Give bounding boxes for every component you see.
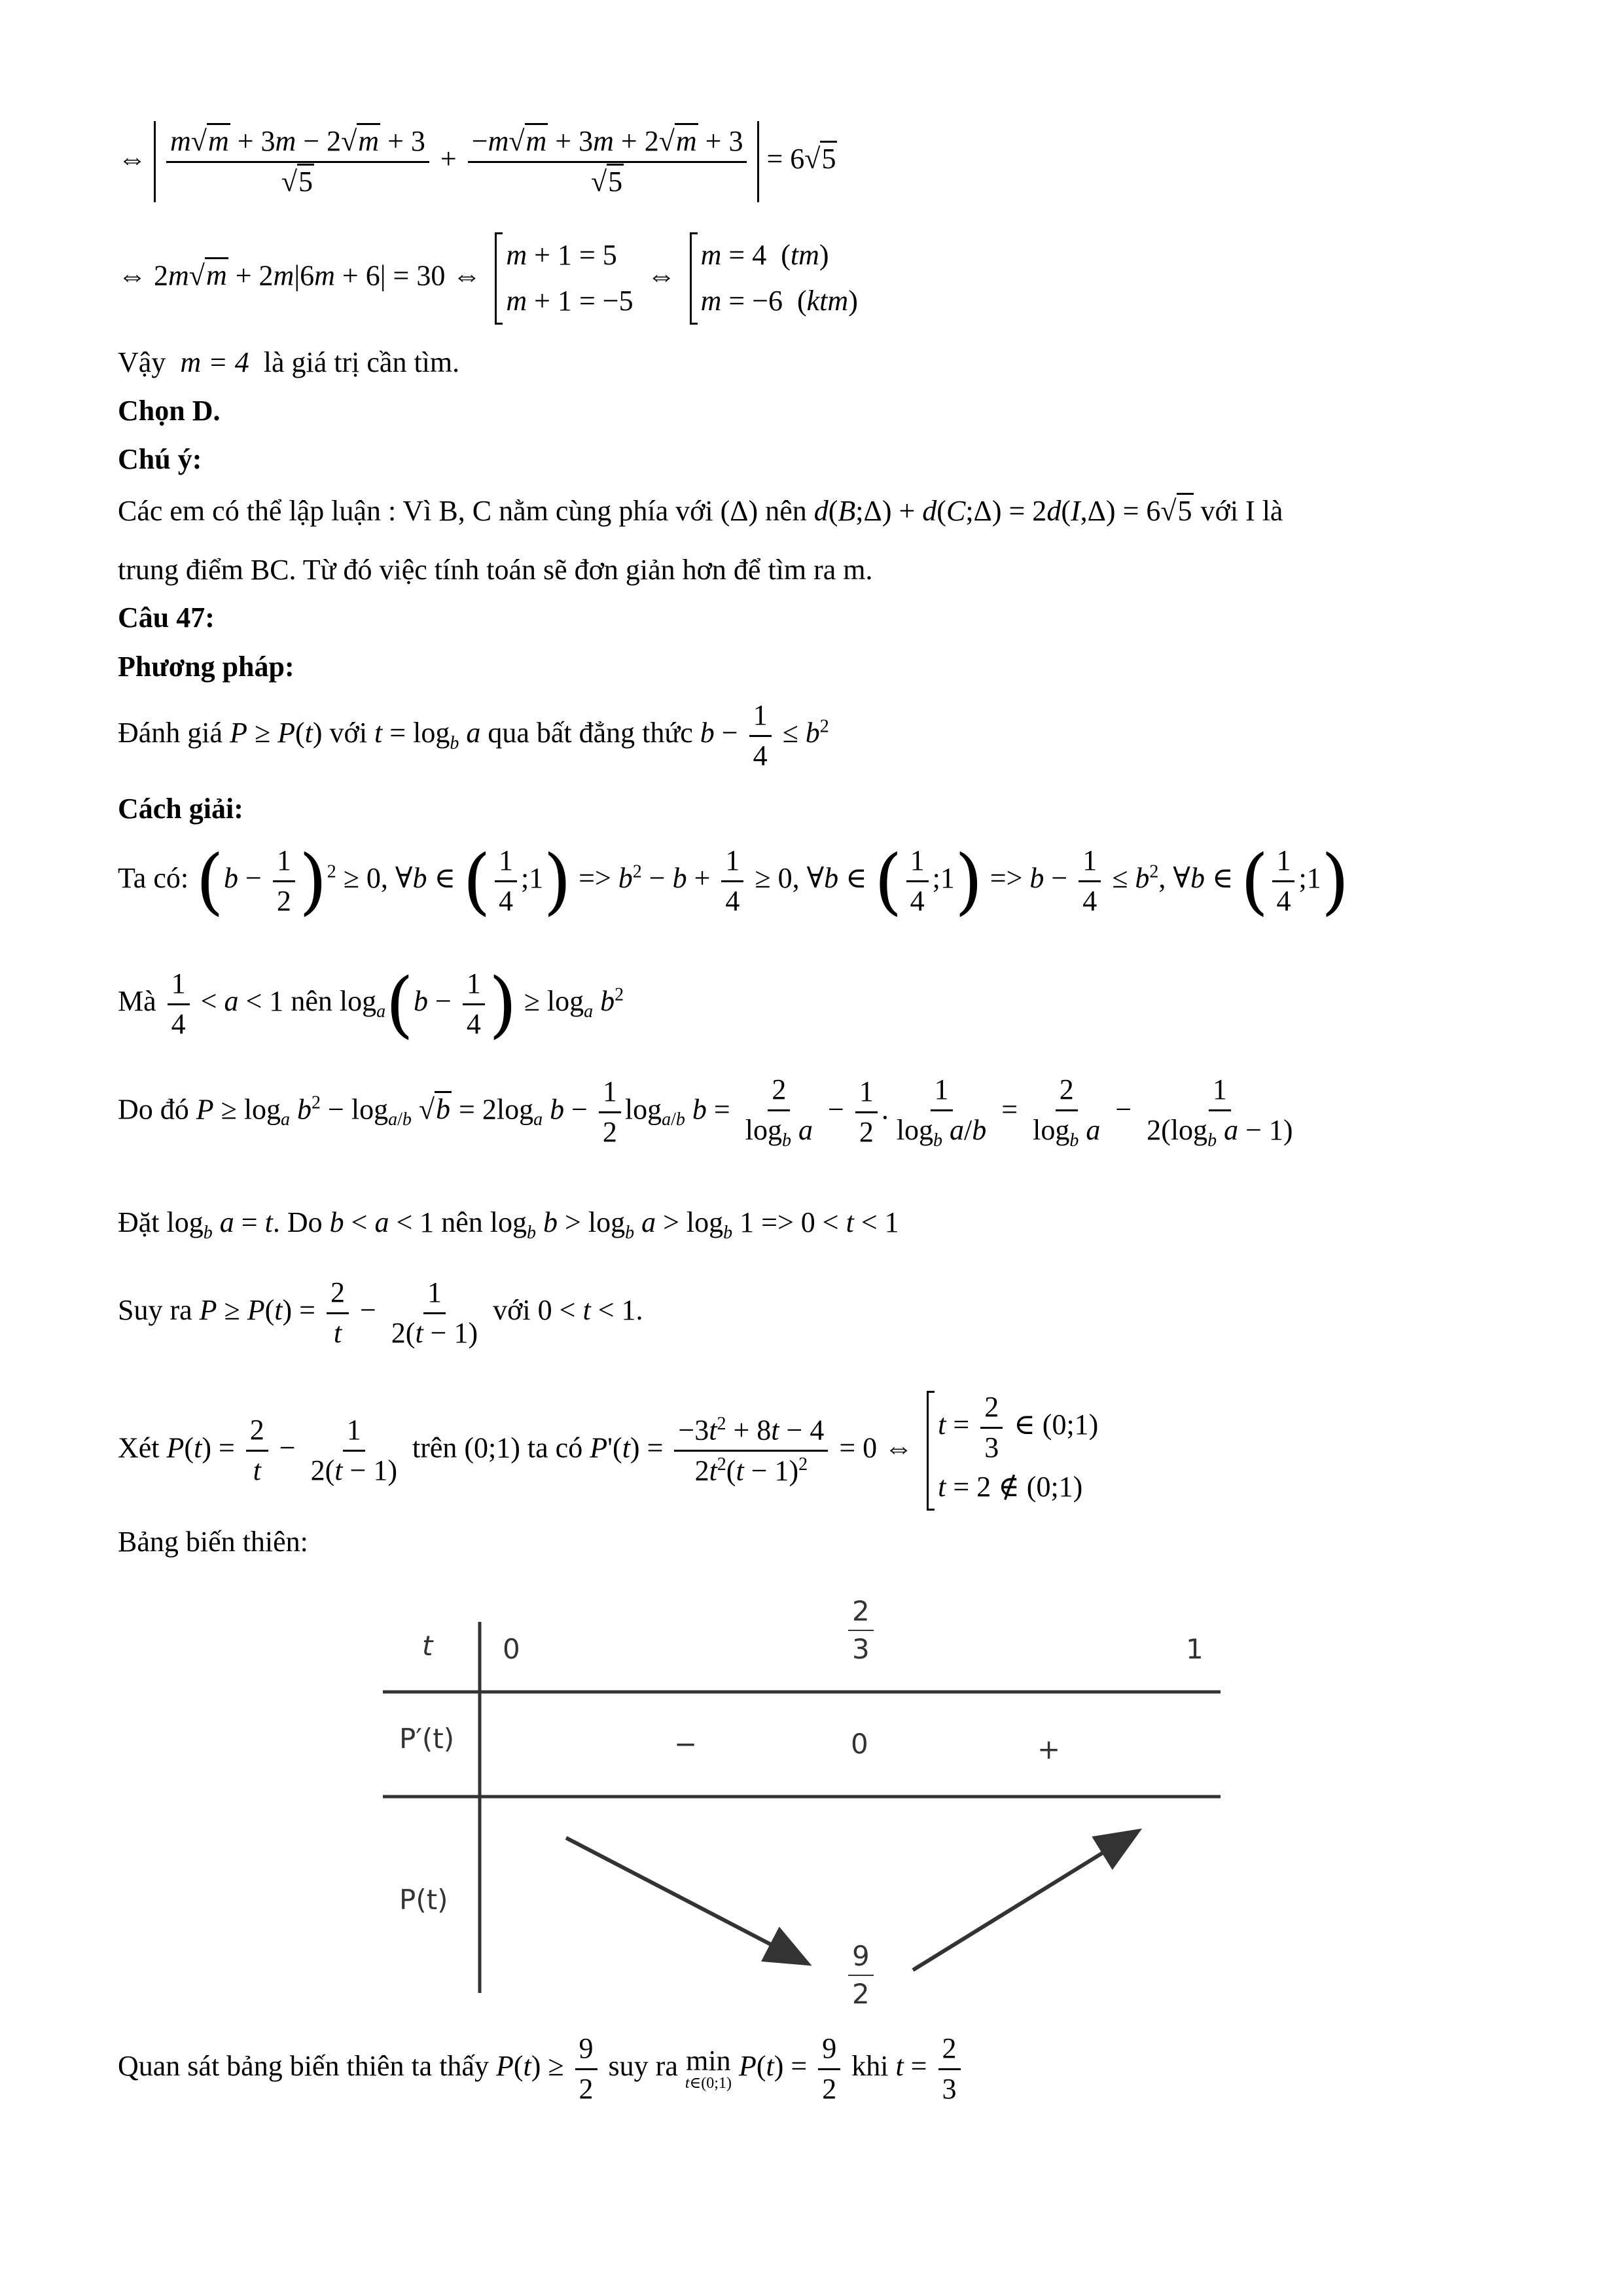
method-heading: Phương pháp: (118, 651, 294, 683)
arrow-increasing (913, 1833, 1135, 1970)
step-dat: Đặt $\log_b a = t$. Do b < a < 1 nên $\log_b b > \log_b a > \log_b 1 => 0 < t < 1$ (118, 1206, 899, 1243)
step-dodo: Do đó $P \ge \log_a b^2 - \log_{a/b} √b = 2\log_a$ b − $\frac{1}{2}$ $\log_{a/b} b$ = $\frac{2}{\log_b a}$ − $\frac{1}{2}$ . $\frac{1}{\log_b a/b}$ = $\frac{2}{\log_b a}$ − $\frac{1}{2(\log_b a - 1)}$ (118, 1073, 1293, 1151)
note-heading: Chú ý: (118, 443, 202, 475)
row-label-derivative: P′(t) (399, 1723, 455, 1755)
question-heading: Câu 47: (118, 601, 215, 634)
method-line: Đánh giá P ≥ P(t) với $t = \log_b a$ qua bất đẳng thức b − $\frac{1}{4}$ ≤ $b^2$ (118, 699, 829, 772)
step-inequality: Ta có: (b − $\frac{1}{2}$ )$^2$ ≥ 0, ∀b ∈ ( $\frac{1}{4}$ ;1) => $b^2 - b$ + $\frac{1}{4}$ ≥ 0, ∀b ∈ ( $\frac{1}{4}$ ;1) => b − $\frac{1}{4}$ ≤ $b^2$, ∀b ∈ ( $\frac{1}{4}$ ;1) (118, 839, 1349, 924)
t-end-value: 1 (1186, 1633, 1204, 1665)
table-heading: Bảng biến thiên: (118, 1526, 308, 1558)
t-mid-value: $\frac{2}{3}$ (844, 1596, 878, 1666)
t-start-value: 0 (503, 1633, 520, 1665)
step-log: Mà $\frac{1}{4}$ < a < 1 nên $\log_a(b$ − $\frac{1}{4}$ ) ≥ $\log_a b^2$ (118, 962, 624, 1047)
arrow-decreasing (566, 1838, 805, 1962)
sign-positive: + (1037, 1733, 1061, 1765)
note-line-1: Các em có thể lập luận : Vì B, C nằm cùng phía với (Δ) nên d(B;Δ) + d(C;Δ) = 2d(I,Δ) = 6√5 với I là (118, 494, 1283, 528)
sign-negative: − (674, 1728, 698, 1760)
step-xet: Xét P(t) = $\frac{2}{t}$ − $\frac{1}{2(t - 1)}$ trên (0;1) ta có P'(t) = $\frac{-3t^2 + 8t - 4}{2t^2(t - 1)^2}$ = 0 ⇔ t = $\frac{2}{3}$ ∈ (0;1) t = 2 ∉ (0;1) (118, 1391, 1105, 1511)
equation-solve-m: ⇔ 2m√m + 2m|6m + 6| = 30 ⇔ m + 1 = 5 m + 1 = −5 ⇔ m = 4 (tm) m = −6 (ktm) (118, 232, 865, 325)
solution-heading: Cách giải: (118, 793, 243, 825)
conclusion-line: Vậy m = 4 là giá trị cần tìm. (118, 346, 460, 378)
sign-zero: 0 (851, 1728, 868, 1760)
step-suyra: Suy ra P ≥ P(t) = $\frac{2}{t}$ − $\frac{1}{2(t - 1)}$ với 0 < t < 1. (118, 1276, 643, 1349)
minimum-value: $\frac{9}{2}$ (844, 1941, 878, 2011)
answer-choice: Chọn D. (118, 395, 221, 427)
row-label-t: t (422, 1630, 433, 1662)
equation-abs-sum: ⇔ $\frac{m√m + 3m - 2√m + 3}{√5}$ + $\frac{-m√m + 3m + 2√m + 3}{√5}$ = 6√5 (118, 121, 837, 202)
row-label-function: P(t) (399, 1884, 448, 1916)
note-line-2: trung điểm BC. Từ đó việc tính toán sẽ đơn giản hơn để tìm ra m. (118, 554, 873, 586)
final-observation: Quan sát bảng biến thiên ta thấy P(t) ≥ $\frac{9}{2}$ suy ra min t∈(0;1) P(t) = $\frac{9}{2}$ khi t = $\frac{2}{3}$ (118, 2032, 965, 2106)
